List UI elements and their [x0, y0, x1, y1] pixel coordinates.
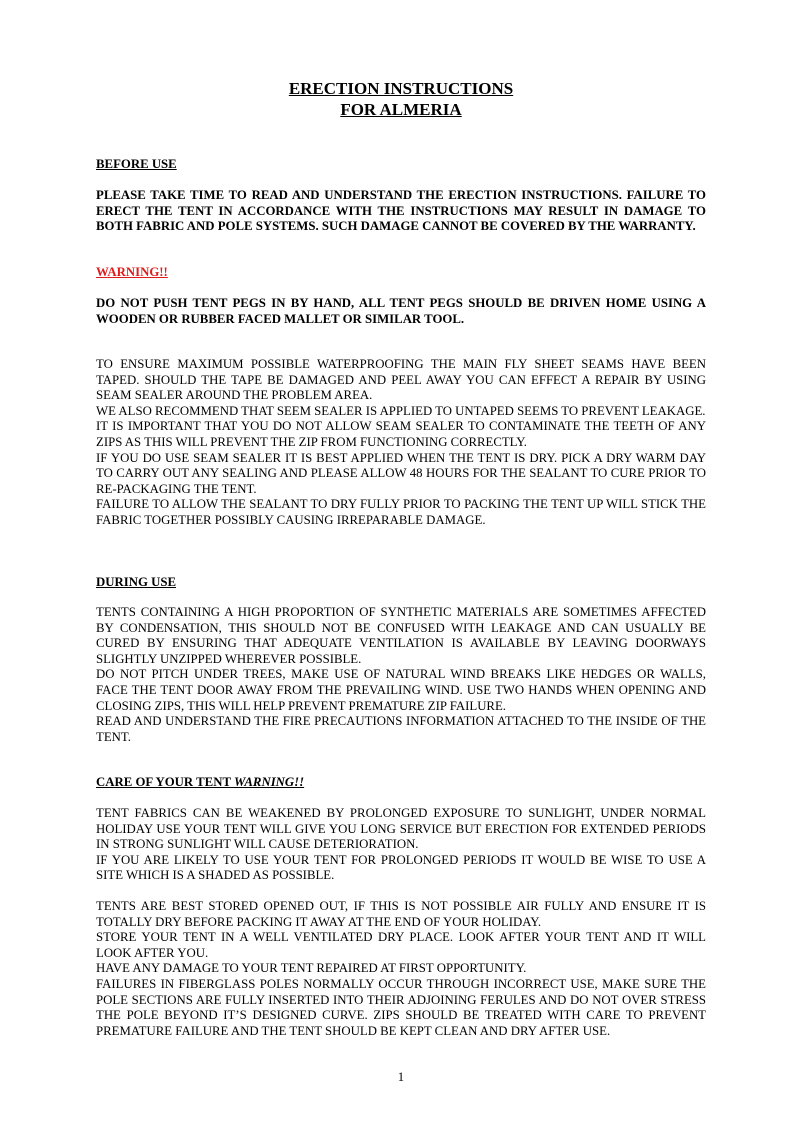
before-use-heading-block: [96, 157, 706, 173]
title-line-2: FOR ALMERIA: [340, 100, 462, 119]
care-heading: CARE OF YOUR TENT: [96, 775, 231, 789]
page-number: 1: [397, 1070, 405, 1084]
sealing-paragraph-2: WE ALSO RECOMMEND THAT SEEM SEALER IS APPLIED TO UNTAPED SEEMS TO PREVENT LEAKAGE.: [96, 403, 706, 418]
document-title: [0, 78, 802, 120]
sealing-paragraph-5: FAILURE TO ALLOW THE SEALANT TO DRY FULLY PRIOR TO PACKING THE TENT UP WILL STICK THE FABRIC TOGETHER POSSIBLY CAUSING IRREPARABLE DAMAGE.: [96, 497, 706, 527]
care-paragraph-1: TENT FABRICS CAN BE WEAKENED BY PROLONGED EXPOSURE TO SUNLIGHT, UNDER NORMAL HOLIDAY USE YOUR TENT WILL GIVE YOU LONG SERVICE BUT ERECTION FOR EXTENDED PERIODS IN STRONG SUNLIGHT WILL CAUSE DETERIORATION.: [96, 806, 706, 852]
care-paragraph-5: HAVE ANY DAMAGE TO YOUR TENT REPAIRED AT FIRST OPPORTUNITY.: [96, 961, 527, 976]
care-paragraphs-b: [96, 899, 706, 1039]
during-use-paragraph-2: DO NOT PITCH UNDER TREES, MAKE USE OF NATURAL WIND BREAKS LIKE HEDGES OR WALLS, FACE THE TENT DOOR AWAY FROM THE PREVAILING WIND. USE TWO HANDS WHEN OPENING AND CLOSING ZIPS, THIS WILL HELP PREVENT PREMATURE ZIP FAILURE.: [96, 667, 706, 713]
title-line-1: ERECTION INSTRUCTIONS: [288, 79, 514, 98]
warning-block: [96, 265, 706, 281]
care-paragraph-3: TENTS ARE BEST STORED OPENED OUT, IF THIS IS NOT POSSIBLE AIR FULLY AND ENSURE IT IS TOTALLY DRY BEFORE PACKING IT AWAY AT THE END OF YOUR HOLIDAY.: [96, 899, 706, 929]
sealing-paragraph-3: IT IS IMPORTANT THAT YOU DO NOT ALLOW SEAM SEALER TO CONTAMINATE THE TEETH OF ANY ZIPS AS THIS WILL PREVENT THE ZIP FROM FUNCTIONING CORRECTLY.: [96, 419, 706, 449]
during-use-paragraph-1: TENTS CONTAINING A HIGH PROPORTION OF SYNTHETIC MATERIALS ARE SOMETIMES AFFECTED BY CONDENSATION, THIS SHOULD NOT BE CONFUSED WITH LEAKAGE AND CAN USUALLY BE CURED BY ENSURING THAT ADEQUATE VENTILATION IS AVAILABLE BY LEAVING DOORWAYS SLIGHTLY UNZIPPED WHEREVER POSSIBLE.: [96, 605, 706, 666]
sealing-paragraphs: [96, 357, 706, 529]
during-use-heading-block: [96, 575, 706, 591]
warning-text: DO NOT PUSH TENT PEGS IN BY HAND, ALL TENT PEGS SHOULD BE DRIVEN HOME USING A WOODEN OR RUBBER FACED MALLET OR SIMILAR TOOL.: [96, 296, 706, 326]
during-use-paragraph-3: READ AND UNDERSTAND THE FIRE PRECAUTIONS INFORMATION ATTACHED TO THE INSIDE OF THE TENT.: [96, 714, 706, 744]
before-use-heading: BEFORE USE: [96, 157, 177, 171]
before-use-intro-text: PLEASE TAKE TIME TO READ AND UNDERSTAND THE ERECTION INSTRUCTIONS. FAILURE TO ERECT THE TENT IN ACCORDANCE WITH THE INSTRUCTIONS MAY RESULT IN DAMAGE TO BOTH FABRIC AND POLE SYSTEMS. SUCH DAMAGE CANNOT BE COVERED BY THE WARRANTY.: [96, 188, 706, 234]
before-use-intro: [96, 188, 706, 235]
care-paragraphs-a: [96, 806, 706, 884]
care-heading-block: [96, 775, 706, 791]
care-paragraph-4: STORE YOUR TENT IN A WELL VENTILATED DRY PLACE. LOOK AFTER YOUR TENT AND IT WILL LOOK AFTER YOU.: [96, 930, 706, 960]
sealing-paragraph-4: IF YOU DO USE SEAM SEALER IT IS BEST APPLIED WHEN THE TENT IS DRY. PICK A DRY WARM DAY TO CARRY OUT ANY SEALING AND PLEASE ALLOW 48 HOURS FOR THE SEALANT TO CURE PRIOR TO RE-PACKAGING THE TENT.: [96, 450, 706, 496]
care-paragraph-6: FAILURES IN FIBERGLASS POLES NORMALLY OCCUR THROUGH INCORRECT USE, MAKE SURE THE POLE SECTIONS ARE FULLY INSERTED INTO THEIR ADJOINING FERULES AND DO NOT OVER STRESS THE POLE BEYOND IT’S DESIGNED CURVE. ZIPS SHOULD BE TREATED WITH CARE TO PREVENT PREMATURE FAILURE AND THE TENT SHOULD BE KEPT CLEAN AND DRY AFTER USE.: [96, 976, 706, 1038]
during-use-heading: DURING USE: [96, 575, 176, 589]
sealing-paragraph-1: TO ENSURE MAXIMUM POSSIBLE WATERPROOFING THE MAIN FLY SHEET SEAMS HAVE BEEN TAPED. SHOULD THE TAPE BE DAMAGED AND PEEL AWAY YOU CAN EFFECT A REPAIR BY USING SEAM SEALER AROUND THE PROBLEM AREA.: [96, 357, 706, 403]
warning-label: WARNING!!: [96, 265, 168, 279]
care-paragraph-2: IF YOU ARE LIKELY TO USE YOUR TENT FOR PROLONGED PERIODS IT WOULD BE WISE TO USE A SITE WHICH IS A SHADED AS POSSIBLE.: [96, 852, 706, 883]
warning-text-block: [96, 296, 706, 327]
during-use-paragraphs: [96, 605, 706, 745]
care-heading-warning: WARNING!!: [233, 775, 305, 789]
